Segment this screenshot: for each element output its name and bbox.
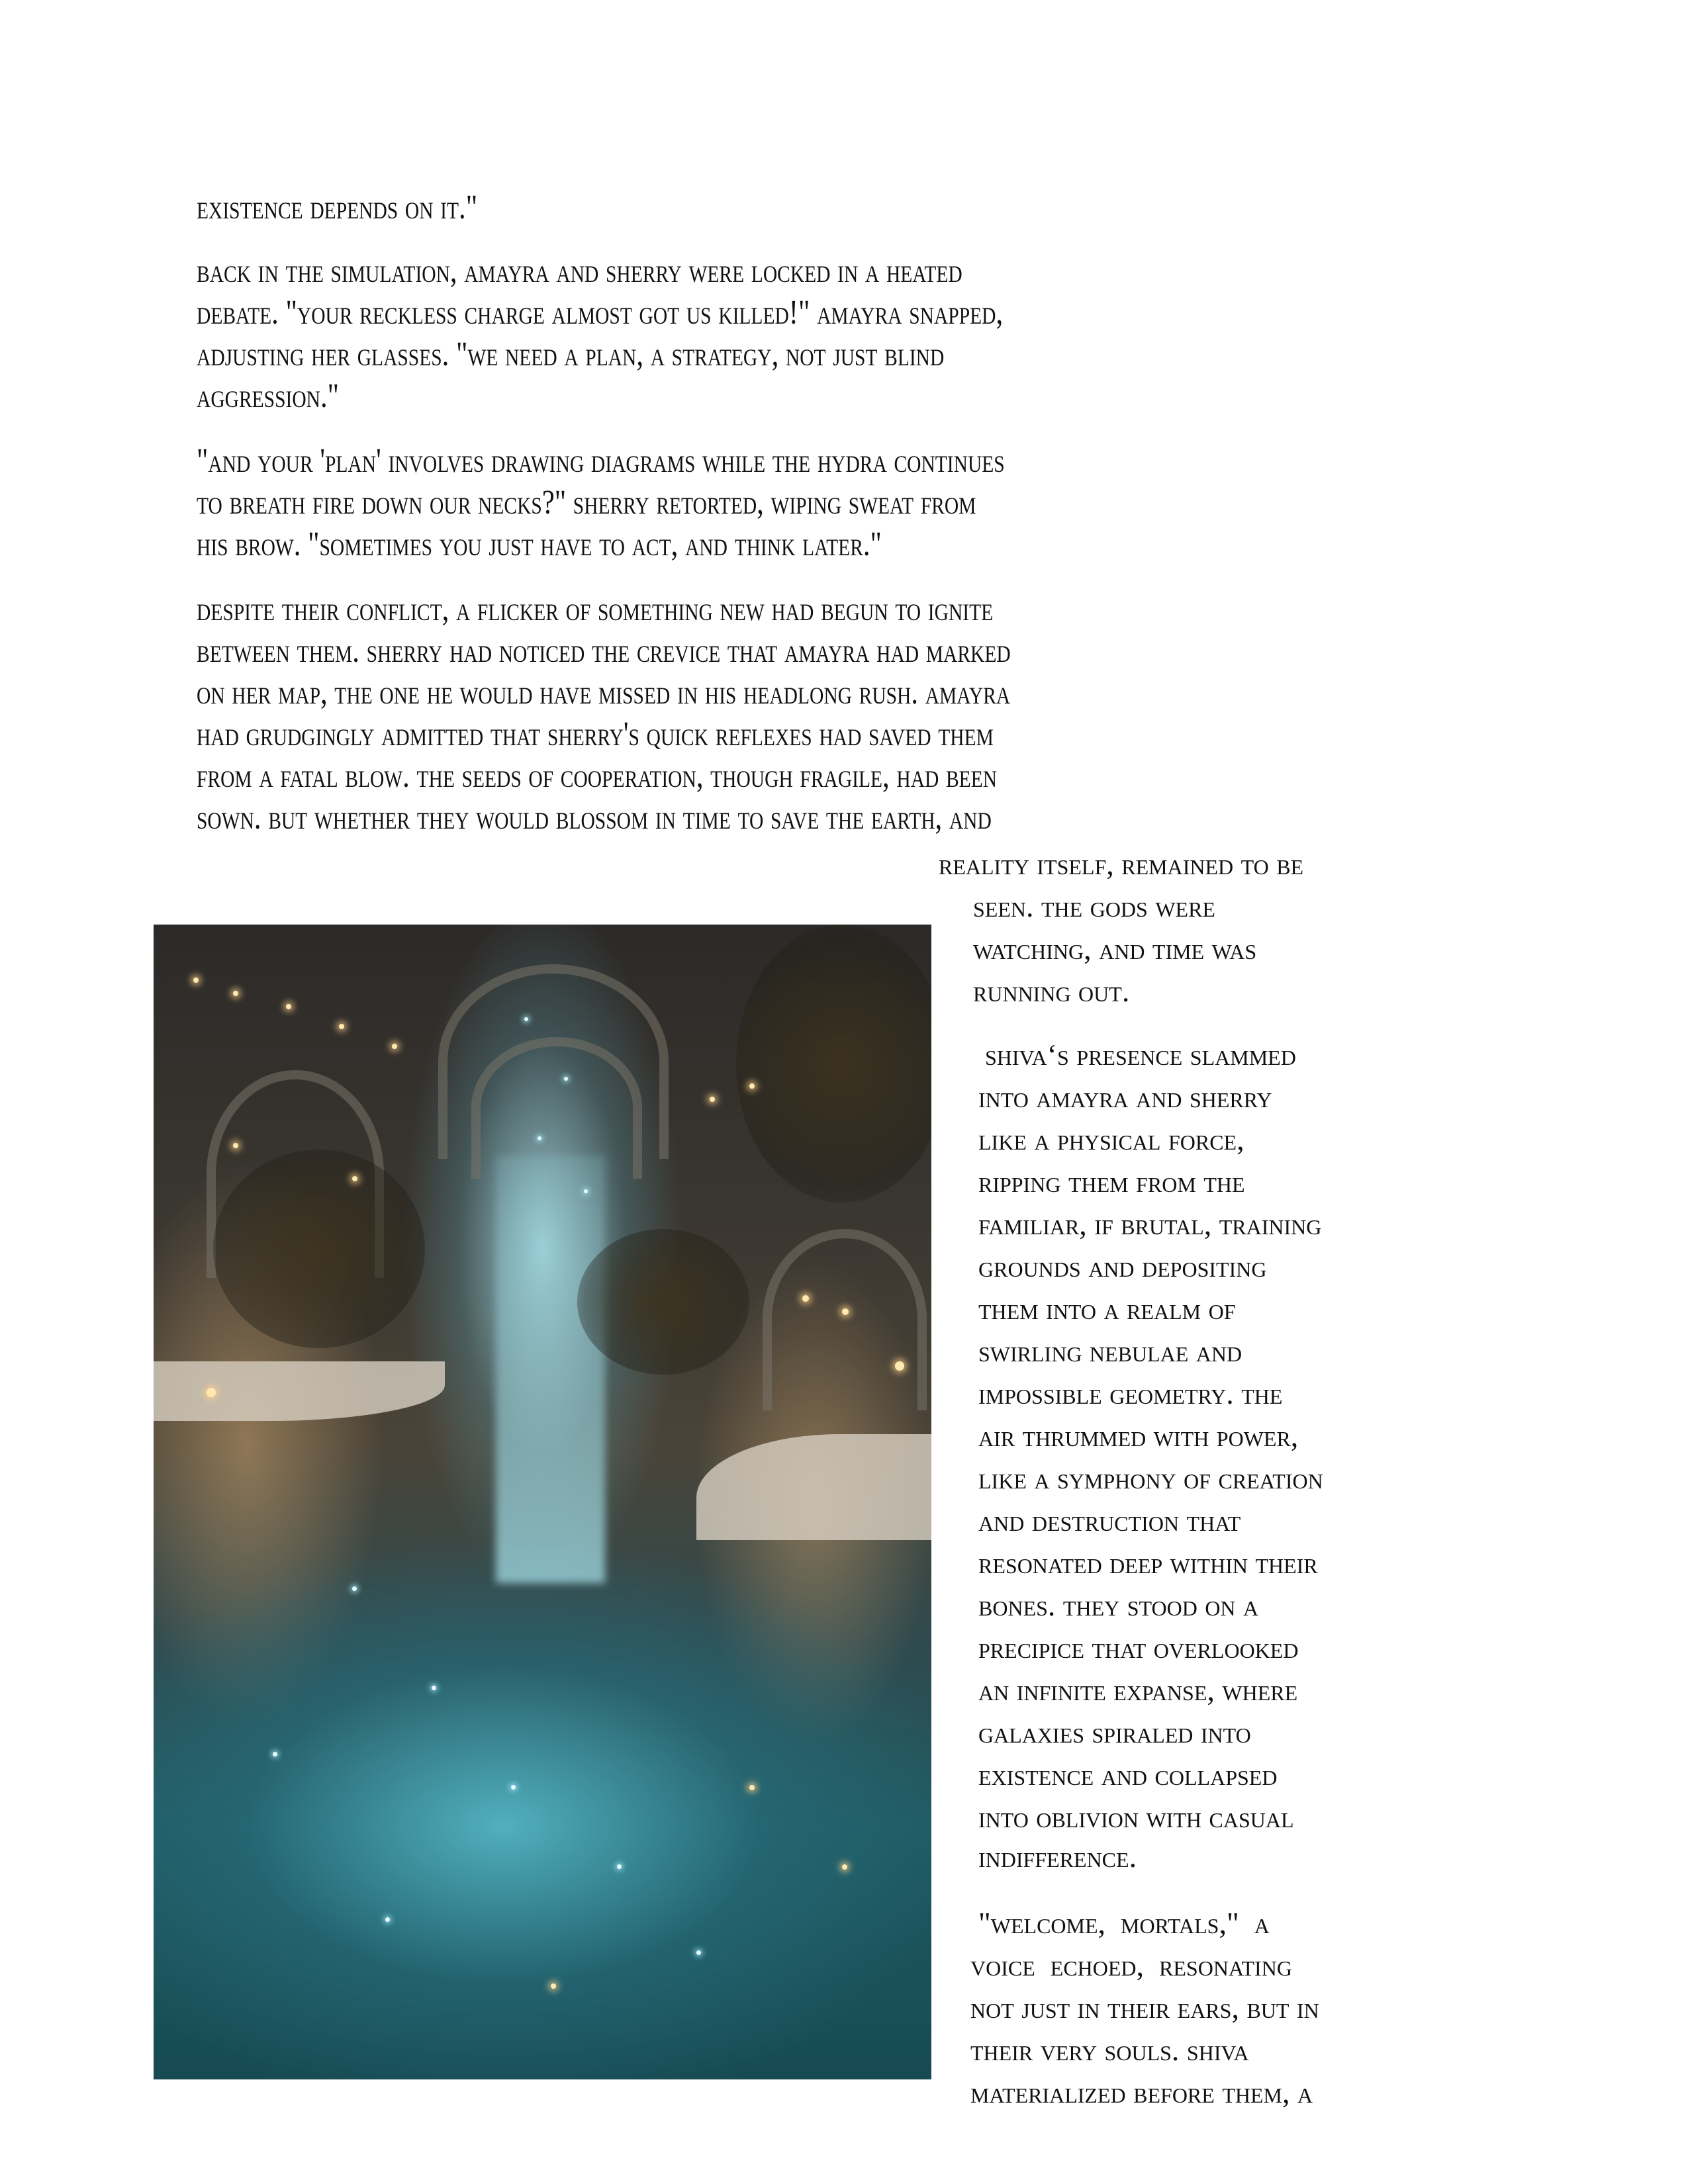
- text-line: swirling nebulae and: [978, 1334, 1243, 1368]
- sparkle: [584, 1189, 588, 1193]
- text-line: aggression.": [197, 377, 340, 415]
- text-line: debate. "your reckless charge almost got us killed!" amayra snapped,: [197, 294, 1004, 332]
- text-line: impossible geometry. the: [978, 1377, 1283, 1410]
- sparkle: [352, 1586, 357, 1591]
- text-line: them into a realm of: [978, 1292, 1236, 1326]
- text-line: seen. the gods were: [973, 889, 1215, 923]
- text-line: grounds and depositing: [978, 1250, 1267, 1283]
- text-line: like a physical force,: [978, 1122, 1244, 1156]
- text-line: despite their conflict, a flicker of something new had begun to ignite: [197, 590, 994, 628]
- text-line: between them. sherry had noticed the crevice that amayra had marked: [197, 632, 1011, 670]
- text-line: watching, and time was: [973, 932, 1257, 966]
- light: [710, 1097, 715, 1102]
- text-line: resonated deep within their: [978, 1546, 1318, 1580]
- text-line: ripping them from the: [978, 1165, 1245, 1199]
- tree: [213, 1150, 425, 1348]
- light: [339, 1024, 344, 1029]
- text-line: air thrummed with power,: [978, 1419, 1299, 1453]
- tree: [577, 1229, 749, 1375]
- text-line: existence depends on it.": [197, 189, 478, 226]
- light: [207, 1388, 216, 1397]
- walkway: [696, 1434, 931, 1540]
- text-line: adjusting her glasses. "we need a plan, a strategy, not just blind: [197, 336, 945, 373]
- sparkle: [617, 1864, 622, 1869]
- text-line: sown. but whether they would blossom in time to save the earth, and: [197, 799, 992, 837]
- sparkle: [432, 1686, 436, 1690]
- light: [286, 1004, 291, 1009]
- light: [352, 1176, 357, 1181]
- text-line: on her map, the one he would have missed in his headlong rush. amayra: [197, 674, 1011, 711]
- text-line: to breath fire down our necks?" sherry retorted, wiping sweat from: [197, 484, 976, 522]
- text-line: running out.: [973, 974, 1130, 1008]
- text-line: an infinite expanse, where: [978, 1673, 1298, 1707]
- text-line: from a fatal blow. the seeds of cooperation, though fragile, had been: [197, 757, 998, 795]
- text-line: "and your 'plan' involves drawing diagrams while the hydra continues: [197, 442, 1005, 480]
- text-line: into oblivion with casual: [978, 1800, 1294, 1834]
- light: [233, 1143, 238, 1148]
- light: [802, 1295, 809, 1302]
- text-line: not just in their ears, but in: [970, 1991, 1319, 2025]
- text-line: reality itself, remained to be: [939, 847, 1304, 881]
- light: [551, 1983, 556, 1989]
- light: [392, 1044, 397, 1049]
- light: [749, 1785, 755, 1790]
- text-line: voice echoed, resonating: [970, 1948, 1292, 1982]
- text-line: existence and collapsed: [978, 1758, 1278, 1792]
- text-line: back in the simulation, amayra and sherry were locked in a heated: [197, 252, 962, 290]
- waterfall: [496, 1156, 605, 1583]
- light: [193, 978, 199, 983]
- text-line: his brow. "sometimes you just have to act, and think later.": [197, 525, 882, 563]
- sparkle: [511, 1785, 516, 1790]
- sparkle: [564, 1077, 568, 1081]
- arch-decoration: [763, 1229, 927, 1410]
- text-line: their very souls. shiva: [970, 2033, 1249, 2067]
- sparkle: [524, 1017, 528, 1021]
- walkway: [154, 1361, 445, 1421]
- text-line: "welcome, mortals," a: [978, 1906, 1270, 1940]
- fantasy-palace-illustration: [154, 925, 931, 2079]
- sparkle: [696, 1950, 701, 1955]
- light: [749, 1083, 755, 1089]
- text-line: like a symphony of creation: [978, 1461, 1323, 1495]
- tree: [736, 925, 931, 1203]
- sparkle: [385, 1917, 390, 1922]
- text-line: indifference.: [978, 1840, 1137, 1874]
- text-line: had grudgingly admitted that sherry's quick reflexes had saved them: [197, 715, 994, 753]
- sparkle: [273, 1752, 277, 1756]
- text-line: galaxies spiraled into: [978, 1715, 1251, 1749]
- light: [895, 1361, 904, 1371]
- text-line: bones. they stood on a: [978, 1588, 1259, 1622]
- text-line: into amayra and sherry: [978, 1080, 1272, 1114]
- light: [233, 991, 238, 996]
- light: [842, 1864, 847, 1870]
- sparkle: [538, 1136, 541, 1140]
- text-line: materialized before them, a: [970, 2075, 1313, 2109]
- light: [842, 1308, 849, 1315]
- text-line: and destruction that: [978, 1504, 1241, 1537]
- text-line: shiva‘s presence slammed: [985, 1038, 1296, 1071]
- text-line: precipice that overlooked: [978, 1631, 1299, 1664]
- text-line: familiar, if brutal, training: [978, 1207, 1322, 1241]
